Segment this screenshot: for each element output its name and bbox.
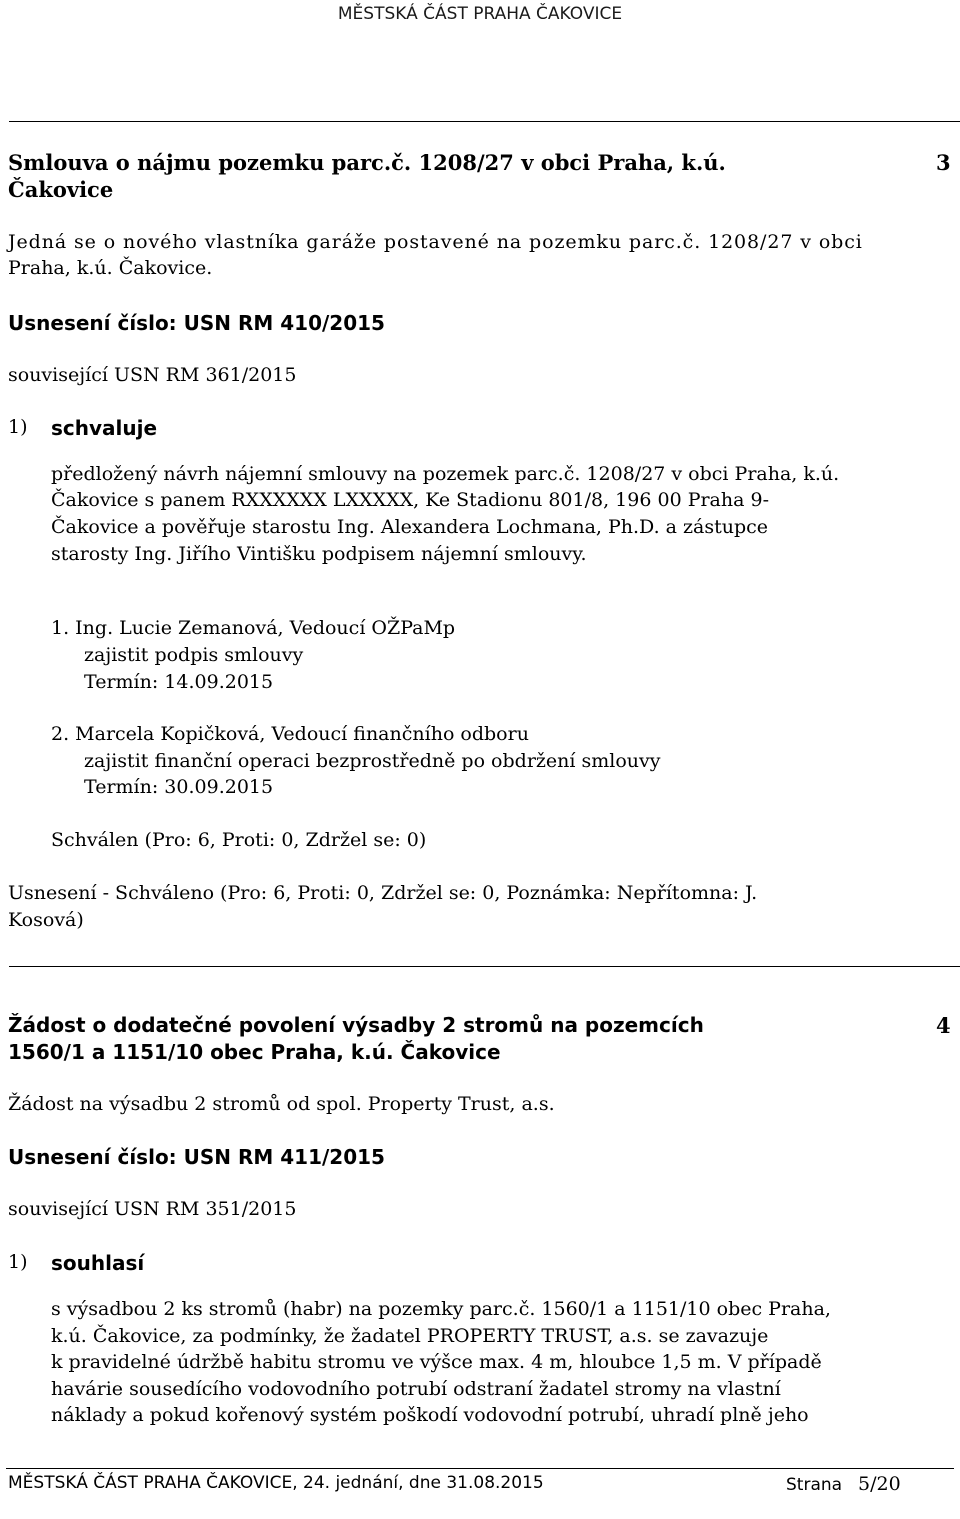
task-1-responsible: 1. Ing. Lucie Zemanová, Vedoucí OŽPaMp xyxy=(51,617,456,639)
item4-point-verb: souhlasí xyxy=(51,1251,145,1275)
item3-related-resolution: související USN RM 361/2015 xyxy=(8,364,297,386)
item3-text-line2: Čakovice s panem RXXXXXX LXXXXX, Ke Stadionu 801/8, 196 00 Praha 9- xyxy=(51,489,770,511)
footer-page-label: Strana xyxy=(786,1475,843,1495)
item3-vote-line1: Usnesení - Schváleno (Pro: 6, Proti: 0, Zdržel se: 0, Poznámka: Nepřítomna: J. xyxy=(8,882,758,904)
item3-point-number: 1) xyxy=(8,416,28,438)
item4-title-line2: 1560/1 a 1151/10 obec Praha, k.ú. Čakovice xyxy=(8,1040,501,1064)
item4-text-line2: k.ú. Čakovice, za podmínky, že žadatel PROPERTY TRUST, a.s. se zavazuje xyxy=(51,1325,769,1347)
item4-point-number: 1) xyxy=(8,1251,28,1273)
footer-meeting-info: MĚSTSKÁ ČÁST PRAHA ČAKOVICE, 24. jednání, dne 31.08.2015 xyxy=(8,1473,544,1493)
header-divider xyxy=(9,121,960,122)
item3-desc-line1: Jedná se o nového vlastníka garáže postavené na pozemku parc.č. 1208/27 v obci xyxy=(8,231,863,253)
item3-number: 3 xyxy=(936,150,951,175)
item4-text-line3: k pravidelné údržbě habitu stromu ve výšce max. 4 m, hloubce 1,5 m. V případě xyxy=(51,1351,822,1373)
item3-point-verb: schvaluje xyxy=(51,416,158,440)
item4-text-line5: náklady a pokud kořenový systém poškodí vodovodní potrubí, uhradí plně jeho xyxy=(51,1404,809,1426)
item3-title-line2: Čakovice xyxy=(8,177,114,202)
task-2-action: zajistit finanční operaci bezprostředně po obdržení smlouvy xyxy=(84,750,661,772)
task-2-deadline: Termín: 30.09.2015 xyxy=(84,776,274,798)
item4-text-line1: s výsadbou 2 ks stromů (habr) na pozemky parc.č. 1560/1 a 1151/10 obec Praha, xyxy=(51,1298,831,1320)
item3-text-line1: předložený návrh nájemní smlouvy na pozemek parc.č. 1208/27 v obci Praha, k.ú. xyxy=(51,463,840,485)
item4-desc: Žádost na výsadbu 2 stromů od spol. Property Trust, a.s. xyxy=(8,1093,555,1115)
item3-approved-status: Schválen (Pro: 6, Proti: 0, Zdržel se: 0) xyxy=(51,829,427,851)
task-2-responsible: 2. Marcela Kopičková, Vedoucí finančního odboru xyxy=(51,723,529,745)
task-1-action: zajistit podpis smlouvy xyxy=(84,644,304,666)
item4-text-line4: havárie sousedícího vodovodního potrubí odstraní žadatel stromy na vlastní xyxy=(51,1378,781,1400)
item4-related-resolution: související USN RM 351/2015 xyxy=(8,1198,297,1220)
item4-number: 4 xyxy=(936,1013,951,1038)
item3-desc-line2: Praha, k.ú. Čakovice. xyxy=(8,257,213,279)
item-divider xyxy=(9,966,960,967)
footer-page-number: 5/20 xyxy=(858,1473,901,1495)
item3-title-line1: Smlouva o nájmu pozemku parc.č. 1208/27 v obci Praha, k.ú. xyxy=(8,150,726,175)
item3-text-line4: starosty Ing. Jiřího Vintišku podpisem nájemní smlouvy. xyxy=(51,543,587,565)
item4-title-line1: Žádost o dodatečné povolení výsadby 2 stromů na pozemcích xyxy=(8,1013,704,1037)
item3-resolution-number: Usnesení číslo: USN RM 410/2015 xyxy=(8,311,385,335)
page-header: MĚSTSKÁ ČÁST PRAHA ČAKOVICE xyxy=(337,4,623,24)
item4-resolution-number: Usnesení číslo: USN RM 411/2015 xyxy=(8,1145,385,1169)
task-1-deadline: Termín: 14.09.2015 xyxy=(84,671,274,693)
footer-divider xyxy=(6,1468,954,1469)
item3-text-line3: Čakovice a pověřuje starostu Ing. Alexandera Lochmana, Ph.D. a zástupce xyxy=(51,516,769,538)
item3-vote-line2: Kosová) xyxy=(8,909,84,931)
